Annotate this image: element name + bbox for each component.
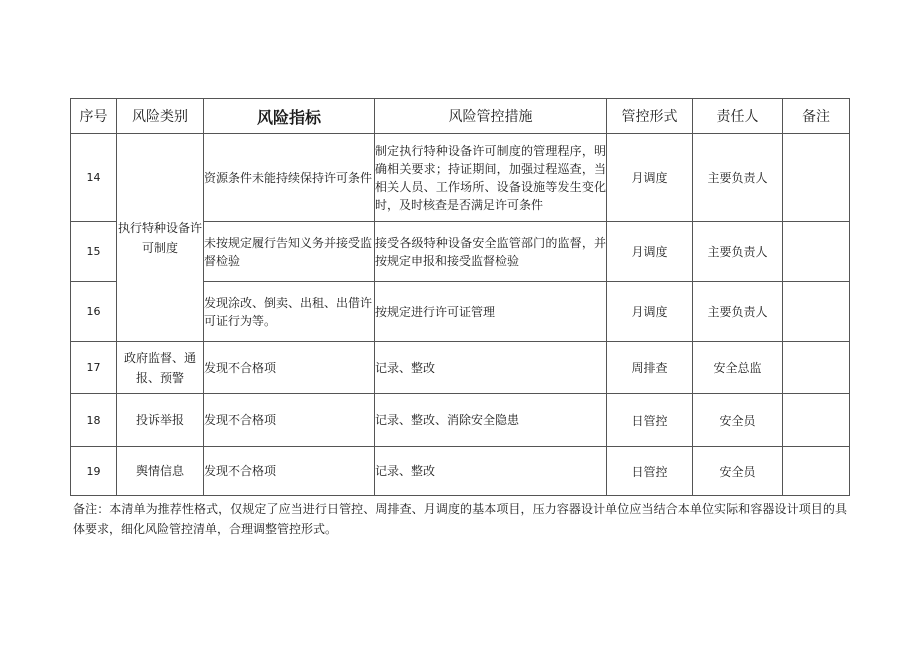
row-control: 月调度 [607,282,693,342]
row-measures: 记录、整改 [375,342,607,394]
row-person: 主要负责人 [693,282,783,342]
header-remark: 备注 [783,99,850,134]
table-header-row [71,99,850,134]
row-no: 19 [71,447,117,496]
row-no: 17 [71,342,117,394]
row-person: 安全员 [693,394,783,447]
row-control: 月调度 [607,222,693,282]
row-control: 月调度 [607,134,693,222]
row-indicator: 发现不合格项 [204,447,375,496]
header-indicator: 风险指标 [204,99,375,134]
row-remark [783,342,850,394]
row-category: 舆情信息 [117,447,204,496]
row-measures: 接受各级特种设备安全监管部门的监督，并按规定申报和接受监督检验 [375,222,607,282]
table-row [71,342,850,394]
row-control: 周排查 [607,342,693,394]
row-person: 主要负责人 [693,222,783,282]
row-control: 日管控 [607,394,693,447]
row-indicator: 发现涂改、倒卖、出租、出借许可证行为等。 [204,282,375,342]
footnote: 备注：本清单为推荐性格式，仅规定了应当进行日管控、周排查、月调度的基本项目，压力容器设计单位应当结合本单位实际和容器设计项目的具体要求，细化风险管控清单，合理调整管控形式。 [73,502,847,536]
row-no: 18 [71,394,117,447]
row-measures: 制定执行特种设备许可制度的管理程序，明确相关要求；持证期间，加强过程巡查，当相关人员、工作场所、设备设施等发生变化时，及时核查是否满足许可条件 [375,134,607,222]
table-row [71,134,850,222]
risk-control-table [70,98,850,496]
row-remark [783,394,850,447]
row-no: 16 [71,282,117,342]
table-row [71,394,850,447]
row-remark [783,282,850,342]
row-person: 安全员 [693,447,783,496]
row-measures: 记录、整改 [375,447,607,496]
header-no: 序号 [71,99,117,134]
row-measures: 记录、整改、消除安全隐患 [375,394,607,447]
header-measures: 风险管控措施 [375,99,607,134]
row-indicator: 资源条件未能持续保持许可条件 [204,134,375,222]
row-category: 执行特种设备许可制度 [117,134,204,342]
header-category: 风险类别 [117,99,204,134]
row-control: 日管控 [607,447,693,496]
row-indicator: 未按规定履行告知义务并接受监督检验 [204,222,375,282]
header-person: 责任人 [693,99,783,134]
row-category: 政府监督、通报、预警 [117,342,204,394]
row-no: 15 [71,222,117,282]
row-category: 投诉举报 [117,394,204,447]
row-remark [783,134,850,222]
row-person: 主要负责人 [693,134,783,222]
row-person: 安全总监 [693,342,783,394]
row-indicator: 发现不合格项 [204,342,375,394]
table-row [71,447,850,496]
header-control: 管控形式 [607,99,693,134]
row-no: 14 [71,134,117,222]
row-remark [783,447,850,496]
row-indicator: 发现不合格项 [204,394,375,447]
row-measures: 按规定进行许可证管理 [375,282,607,342]
row-remark [783,222,850,282]
